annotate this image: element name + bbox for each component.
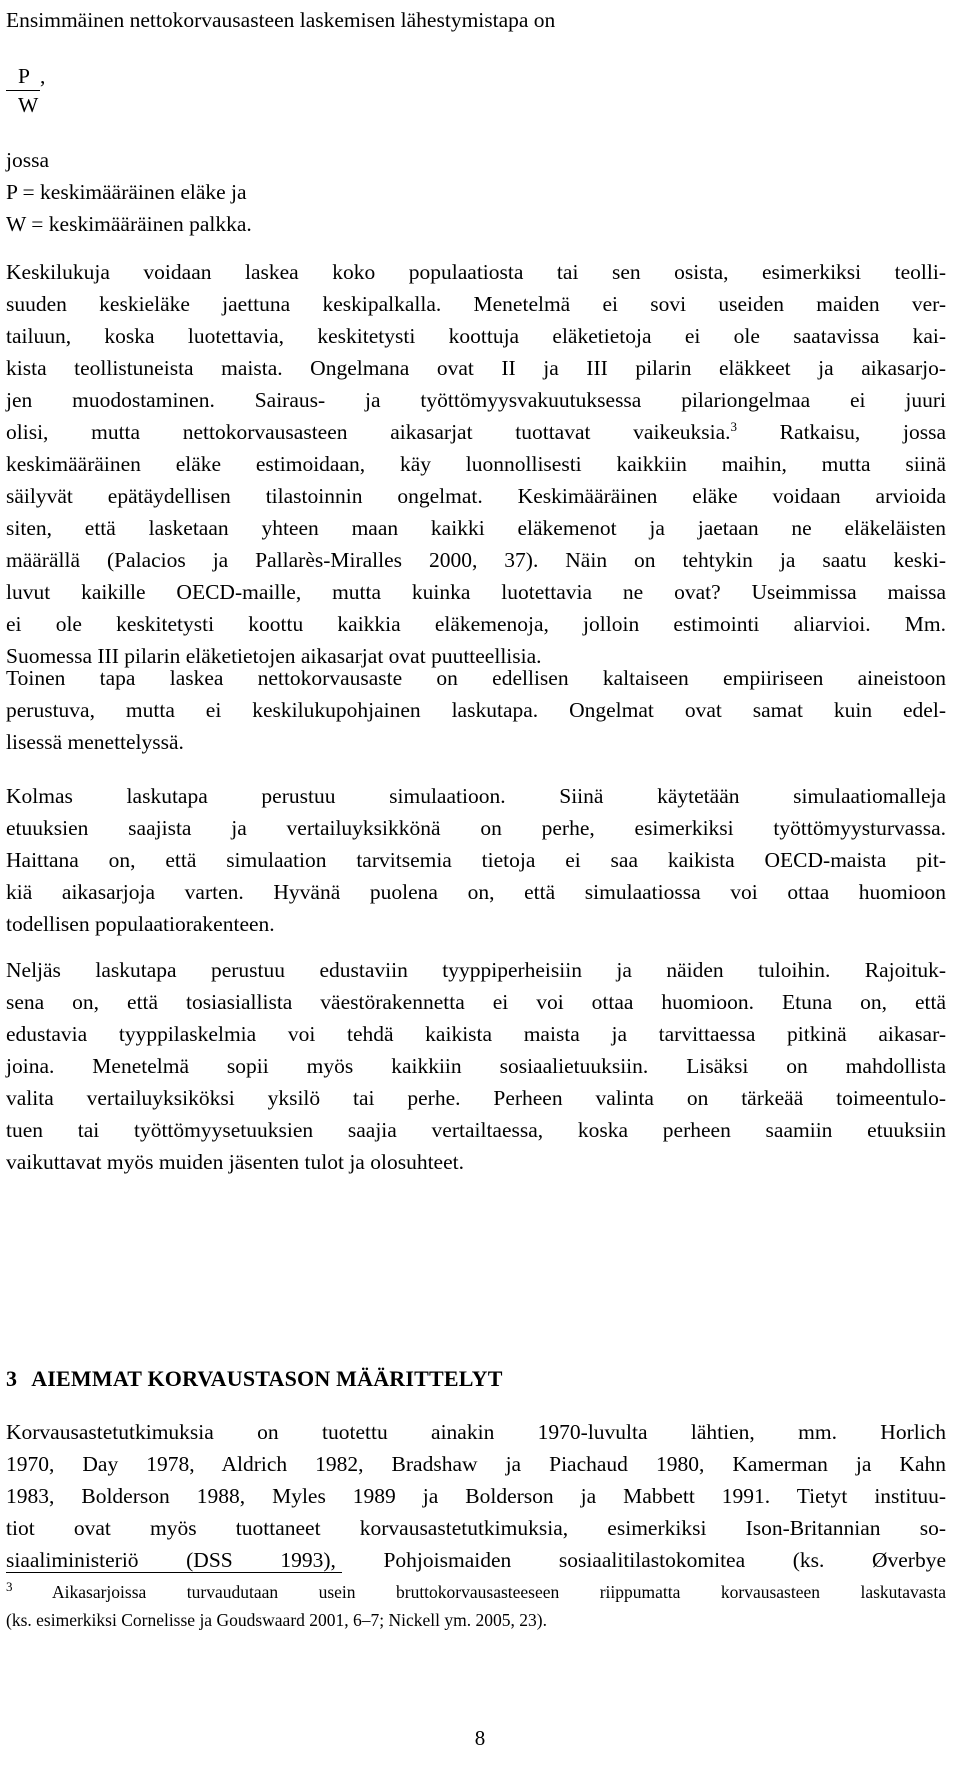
paragraph-line: ei ole keskitetysti koottu kaikkia eläkemenoja, jolloin estimointi aliarvioi. Mm. xyxy=(6,612,946,636)
paragraph-line: valita vertailuyksiköksi yksilö tai perhe. Perheen valinta on tärkeää toimeentulo- xyxy=(6,1086,946,1110)
definitions xyxy=(6,144,946,240)
paragraph-line: luvut kaikille OECD-maille, mutta kuinka luotettavia ne ovat? Useimmissa maissa xyxy=(6,580,946,604)
paragraph-line: suuden keskieläke jaettuna keskipalkalla. Menetelmä ei sovi useiden maiden ver- xyxy=(6,292,946,316)
paragraph-line: keskimääräinen eläke estimoidaan, käy luonnollisesti kaikkiin maihin, mutta siinä xyxy=(6,452,946,476)
paragraph-line: perustuva, mutta ei keskilukupohjainen laskutapa. Ongelmat ovat samat kuin edel- xyxy=(6,698,946,722)
footnote-reference[interactable]: 3 xyxy=(730,418,737,434)
paragraph-4 xyxy=(6,954,946,1178)
paragraph-2 xyxy=(6,662,946,758)
paragraph-line: määrällä (Palacios ja Pallarès-Miralles 2000, 37). Näin on tehtykin ja saatu keski- xyxy=(6,548,946,572)
section-number: 3 xyxy=(6,1366,18,1391)
paragraph-text: olisi, mutta nettokorvausasteen aikasarjat tuottavat vaikeuksia. xyxy=(6,420,731,444)
footnote-divider xyxy=(6,1572,342,1573)
footnote-text: Aikasarjoissa turvaudutaan usein bruttokorvausasteeseen riippumatta korvausasteen laskutavasta xyxy=(12,1582,946,1602)
paragraph-text: Ratkaisu, jossa xyxy=(737,420,946,444)
paragraph-line: vaikuttavat myös muiden jäsenten tulot ja olosuhteet. xyxy=(6,1150,464,1174)
paragraph-line: Toinen tapa laskea nettokorvausaste on edellisen kaltaiseen empiiriseen aineistoon xyxy=(6,666,946,690)
fraction-denominator: W xyxy=(18,93,39,117)
paragraph-line: kista teollistuneista maista. Ongelmana ovat II ja III pilarin eläkkeet ja aikasarjo- xyxy=(6,356,946,380)
paragraph-line: tailuun, koska luotettavia, keskitetysti koottuja eläketietoja ei ole saatavissa kai- xyxy=(6,324,946,348)
paragraph-line: Suomessa III pilarin eläketietojen aikasarjat ovat puutteellisia. xyxy=(6,644,542,668)
paragraph-line: tuen tai työttömyysetuuksien saajia vertailtaessa, koska perheen saamiin etuuksiin xyxy=(6,1118,946,1142)
paragraph-line: Kolmas laskutapa perustuu simulaatioon. Siinä käytetään simulaatiomalleja xyxy=(6,784,946,808)
paragraph-line: Korvausastetutkimuksia on tuotettu ainakin 1970-luvulta lähtien, mm. Horlich xyxy=(6,1420,946,1444)
paragraph-line: kiä aikasarjoja varten. Hyvänä puolena on, että simulaatiossa voi ottaa huomioon xyxy=(6,880,946,904)
fraction-p-over-w xyxy=(6,62,45,119)
paragraph-line-with-footnote xyxy=(6,416,946,448)
where-label: jossa xyxy=(6,148,49,172)
paragraph-line: Neljäs laskutapa perustuu edustaviin tyyppiperheisiin ja näiden tuloihin. Rajoituk- xyxy=(6,958,946,982)
paragraph-1 xyxy=(6,256,946,672)
fraction-comma: , xyxy=(39,64,46,88)
paragraph-line: tiot ovat myös tuottaneet korvausastetutkimuksia, esimerkiksi Ison-Britannian so- xyxy=(6,1516,946,1540)
paragraph-3 xyxy=(6,780,946,940)
footnote-mark: 3 xyxy=(6,1579,13,1595)
paragraph-line: Keskilukuja voidaan laskea koko populaatiosta tai sen osista, esimerkiksi teolli- xyxy=(6,260,946,284)
paragraph-line: sena on, että tosiasiallista väestörakennetta ei voi ottaa huomioon. Etuna on, että xyxy=(6,990,946,1014)
section-title: AIEMMAT KORVAUSTASON MÄÄRITTELYT xyxy=(31,1366,503,1391)
section-heading xyxy=(6,1366,503,1392)
paragraph-line: siaaliministeriö (DSS 1993), Pohjoismaiden sosiaalitilastokomitea (ks. Øverbye xyxy=(6,1548,946,1572)
paragraph-line: lisessä menettelyssä. xyxy=(6,730,184,754)
definition-w: W = keskimääräinen palkka. xyxy=(6,212,252,236)
paragraph-line: edustavia tyyppilaskelmia voi tehdä kaikista maista ja tarvittaessa pitkinä aikasar- xyxy=(6,1022,946,1046)
paragraph-5 xyxy=(6,1416,946,1576)
paragraph-line: 1983, Bolderson 1988, Myles 1989 ja Bolderson ja Mabbett 1991. Tietyt instituu- xyxy=(6,1484,946,1508)
paragraph-line: 1970, Day 1978, Aldrich 1982, Bradshaw ja Piachaud 1980, Kamerman ja Kahn xyxy=(6,1452,946,1476)
paragraph-line: jen muodostaminen. Sairaus- ja työttömyysvakuutuksessa pilariongelmaa ei juuri xyxy=(6,388,946,412)
footnote-line: (ks. esimerkiksi Cornelisse ja Goudswaard 2001, 6–7; Nickell ym. 2005, 23). xyxy=(6,1610,547,1630)
footnote xyxy=(6,1578,946,1634)
intro-line: Ensimmäinen nettokorvausasteen laskemisen lähestymistapa on xyxy=(6,8,556,32)
definition-p: P = keskimääräinen eläke ja xyxy=(6,180,247,204)
paragraph-line: todellisen populaatiorakenteen. xyxy=(6,912,275,936)
page-number: 8 xyxy=(474,1726,486,1750)
paragraph-line: siten, että lasketaan yhteen maan kaikki eläkemenot ja jaetaan ne eläkeläisten xyxy=(6,516,946,540)
paragraph-line: säilyvät epätäydellisen tilastoinnin ongelmat. Keskimääräinen eläke voidaan arvioida xyxy=(6,484,946,508)
paragraph-line: joina. Menetelmä sopii myös kaikkiin sosiaalietuuksiin. Lisäksi on mahdollista xyxy=(6,1054,946,1078)
paragraph-line: Haittana on, että simulaation tarvitsemia tietoja ei saa kaikista OECD-maista pit- xyxy=(6,848,946,872)
footnote-line xyxy=(6,1578,946,1606)
fraction-numerator: P xyxy=(6,62,40,91)
paragraph-line: etuuksien saajista ja vertailuyksikkönä on perhe, esimerkiksi työttömyysturvassa. xyxy=(6,816,946,840)
